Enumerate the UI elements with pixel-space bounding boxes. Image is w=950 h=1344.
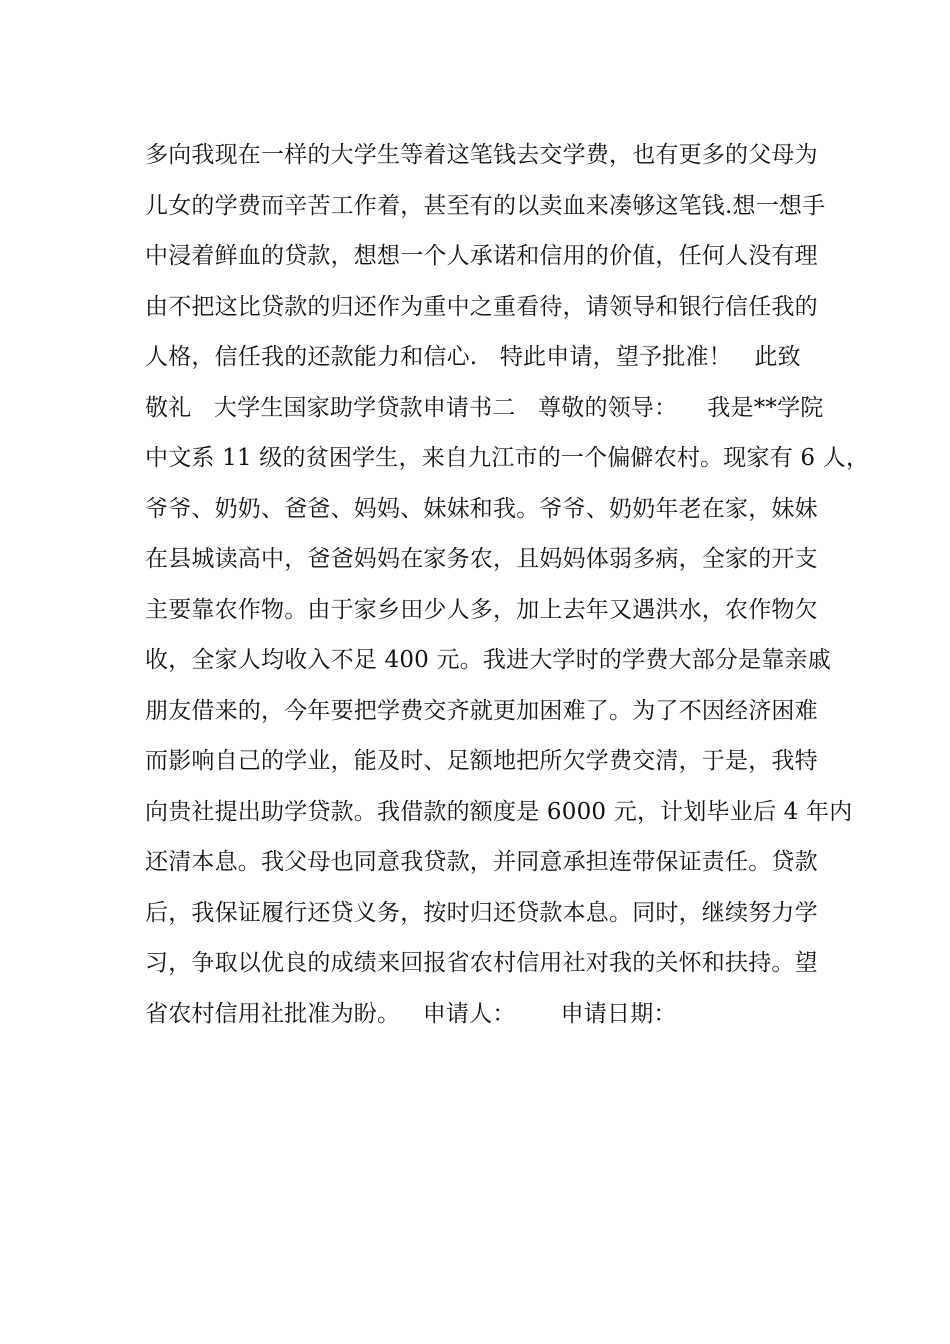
text-line: 中文系 11 级的贫困学生，来自九江市的一个偏僻农村。现家有 6 人，: [145, 445, 870, 471]
text-line: 多向我现在一样的大学生等着这笔钱去交学费，也有更多的父母为: [145, 142, 818, 168]
text-line: 习，争取以优良的成绩来回报省农村信用社对我的关怀和扶持。望: [145, 950, 818, 976]
text-line: 朋友借来的，今年要把学费交齐就更加困难了。为了不因经济困难: [145, 697, 818, 724]
text-line: 人格，信任我的还款能力和信心. 特此申请，望予批准！ 此致: [145, 344, 801, 370]
text-line: 中浸着鲜血的贷款，想想一个人承诺和信用的价值，任何人没有理: [145, 243, 818, 269]
text-line: 省农村信用社批准为盼。 申请人： 申请日期：: [145, 1000, 677, 1027]
text-line: 在县城读高中，爸爸妈妈在家务农，且妈妈体弱多病，全家的开支: [145, 546, 818, 572]
text-line: 收，全家人均收入不足 400 元。我进大学时的学费大部分是靠亲戚: [145, 647, 831, 673]
text-line: 敬礼 大学生国家助学贷款申请书二 尊敬的领导： 我是**学院: [145, 394, 824, 421]
text-line: 向贵社提出助学贷款。我借款的额度是 6000 元，计划毕业后 4 年内: [145, 798, 853, 825]
text-line: 而影响自己的学业，能及时、足额地把所欠学费交清，于是，我特: [145, 748, 818, 774]
body-text: [145, 130, 870, 1039]
text-line: 后，我保证履行还贷义务，按时归还贷款本息。同时，继续努力学: [145, 899, 818, 926]
text-line: 主要靠农作物。由于家乡田少人多，加上去年又遇洪水，农作物欠: [145, 596, 818, 623]
text-line: 由不把这比贷款的归还作为重中之重看待，请领导和银行信任我的: [145, 293, 818, 320]
text-line: 还清本息。我父母也同意我贷款，并同意承担连带保证责任。贷款: [145, 849, 818, 875]
text-line: 爷爷、奶奶、爸爸、妈妈、妹妹和我。爷爷、奶奶年老在家，妹妹: [145, 495, 818, 522]
text-line: 儿女的学费而辛苦工作着，甚至有的以卖血来凑够这笔钱.想一想手: [145, 192, 826, 219]
